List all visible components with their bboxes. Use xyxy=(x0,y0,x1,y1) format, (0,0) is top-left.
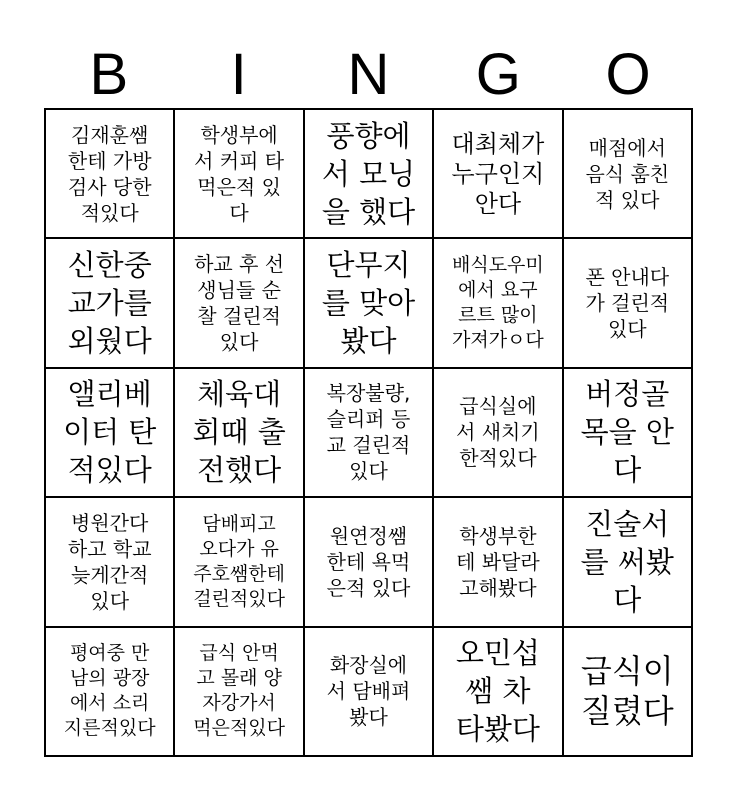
cell-text: 복장불량, 슬리퍼 등 교 걸린적 있다 xyxy=(326,381,411,484)
cell-text: 평여중 만 남의 광장 에서 소리 지른적있다 xyxy=(63,642,156,740)
cell-text: 급식 안먹 고 몰래 양 자강가서 먹은적있다 xyxy=(193,642,285,740)
cell-text: 단무지 를 맞아 봤다 xyxy=(321,248,416,359)
bingo-cell[interactable] xyxy=(433,627,562,756)
bingo-cell[interactable] xyxy=(174,497,303,626)
bingo-cell[interactable] xyxy=(563,238,692,367)
bingo-cell[interactable] xyxy=(563,109,692,238)
cell-text: 매점에서 음식 훔친 적 있다 xyxy=(585,135,670,212)
cell-text: 김재훈쌤 한테 가방 검사 당한 적있다 xyxy=(67,122,152,225)
bingo-cell[interactable] xyxy=(433,238,562,367)
header-letter-o: O xyxy=(605,42,651,107)
cell-text: 오민섭 쌤 차 타봤다 xyxy=(455,636,540,747)
cell-text: 신한중 교가를 외웠다 xyxy=(67,248,152,359)
bingo-cell[interactable] xyxy=(174,368,303,497)
bingo-cell[interactable] xyxy=(563,627,692,756)
cell-text: 급식실에 서 새치기 한적있다 xyxy=(456,394,540,471)
header-letter-n: N xyxy=(347,42,390,107)
cell-text: 급식이 질렸다 xyxy=(580,652,674,731)
bingo-cell[interactable] xyxy=(174,238,303,367)
cell-text: 원연정쌤 한테 욕먹 은적 있다 xyxy=(326,523,411,600)
bingo-cell[interactable] xyxy=(45,497,174,626)
cell-text: 화장실에 서 담배펴 봤다 xyxy=(326,653,411,730)
cell-text: 학생부에 서 커피 타 먹은적 있 다 xyxy=(194,122,285,225)
bingo-cell[interactable] xyxy=(304,497,433,626)
cell-text: 폰 안내다 가 걸린적 있다 xyxy=(585,265,670,342)
bingo-cell[interactable] xyxy=(563,368,692,497)
cell-text: 풍향에 서 모닝 을 했다 xyxy=(321,118,416,229)
cell-text: 대최체가 누구인지 안다 xyxy=(451,129,545,218)
cell-text: 앨리베 이터 탄 적있다 xyxy=(63,377,157,488)
bingo-cell[interactable] xyxy=(45,109,174,238)
cell-text: 버정골 목을 안 다 xyxy=(580,377,674,488)
bingo-cell[interactable] xyxy=(304,627,433,756)
bingo-cell[interactable] xyxy=(304,109,433,238)
header-letter-b: B xyxy=(89,42,129,107)
bingo-cell[interactable] xyxy=(563,497,692,626)
bingo-cell[interactable] xyxy=(433,368,562,497)
bingo-cell[interactable] xyxy=(45,368,174,497)
cell-text: 진술서 를 써봤 다 xyxy=(580,506,674,617)
cell-text: 하교 후 선 생님들 순 찰 걸린적 있다 xyxy=(194,252,285,355)
bingo-cell[interactable] xyxy=(174,627,303,756)
cell-text: 체육대 회때 출 전했다 xyxy=(192,377,286,488)
cell-text: 배식도우미 에서 요구 르트 많이 가져가ㅇ다 xyxy=(452,254,544,352)
bingo-cell[interactable] xyxy=(45,627,174,756)
cell-text: 학생부한 테 봐달라 고해봤다 xyxy=(456,523,540,600)
header-letter-g: G xyxy=(475,42,521,107)
bingo-cell[interactable] xyxy=(174,109,303,238)
cell-text: 병원간다 하고 학교 늦게간적 있다 xyxy=(67,510,152,613)
bingo-grid xyxy=(44,108,693,757)
bingo-cell[interactable] xyxy=(433,497,562,626)
bingo-header xyxy=(44,42,693,108)
header-letter-i: I xyxy=(230,42,247,107)
bingo-cell[interactable] xyxy=(45,238,174,367)
bingo-cell[interactable] xyxy=(304,238,433,367)
cell-text: 담배피고 오다가 유 주호쌤한테 걸린적있다 xyxy=(193,512,285,610)
bingo-cell[interactable] xyxy=(304,368,433,497)
bingo-cell[interactable] xyxy=(433,109,562,238)
